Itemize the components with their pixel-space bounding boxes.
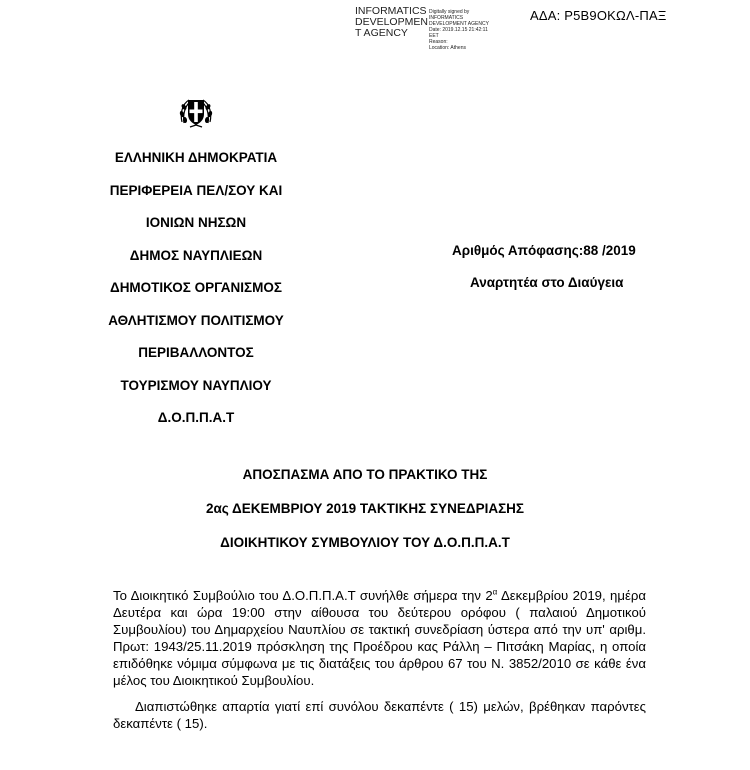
signature-detail-line: EET	[429, 33, 439, 39]
ada-code: ΑΔΑ: Ρ5Β9ΟΚΩΛ-ΠΑΞ	[530, 8, 667, 23]
title-line: 2ας ΔΕΚΕΜΒΡΙΟΥ 2019 ΤΑΚΤΙΚΗΣ ΣΥΝΕΔΡΙΑΣΗΣ	[205, 501, 525, 516]
signature-detail-line: Digitally signed by	[429, 9, 470, 15]
title-line: ΔΙΟΙΚΗΤΙΚΟΥ ΣΥΜΒΟΥΛΙΟΥ ΤΟΥ Δ.Ο.Π.Π.Α.Τ	[220, 535, 510, 550]
header-line: ΔΗΜΟΣ ΝΑΥΠΛΙΕΩΝ	[129, 247, 263, 263]
header-line: ΔΗΜΟΤΙΚΟΣ ΟΡΓΑΝΙΣΜΟΣ	[109, 280, 283, 295]
signature-signer	[355, 6, 427, 39]
body-paragraph: Διαπιστώθηκε απαρτία γιατί επί συνόλου δεκαπέντε ( 15) μελών, βρέθηκαν παρόντες δεκαπέντε ( 15).	[113, 699, 646, 731]
signer-line: INFORMATICS	[355, 5, 427, 17]
issuer-header	[100, 142, 292, 435]
signature-detail-line: DEVELOPMENT AGENCY	[429, 21, 489, 27]
header-line: ΠΕΡΙΒΑΛΛΟΝΤΟΣ	[138, 345, 254, 360]
document-body	[113, 587, 646, 732]
header-line: ΑΘΛΗΤΙΣΜΟΥ ΠΟΛΙΤΙΣΜΟΥ	[108, 312, 284, 328]
posting-note: Αναρτητέα στο Διαύγεια	[470, 275, 624, 290]
header-line: ΤΟΥΡΙΣΜΟΥ ΝΑΥΠΛΙΟΥ	[120, 377, 272, 393]
signer-line: DEVELOPMEN	[355, 16, 428, 28]
header-line: ΕΛΛΗΝΙΚΗ ΔΗΜΟΚΡΑΤΙΑ	[114, 150, 278, 165]
greek-coat-of-arms-icon	[176, 92, 216, 132]
signature-detail-line: Date: 2019.12.15 21:42:11	[429, 27, 488, 33]
title-line: ΑΠΟΣΠΑΣΜΑ ΑΠΟ ΤΟ ΠΡΑΚΤΙΚΟ ΤΗΣ	[242, 467, 488, 482]
signer-line: T AGENCY	[355, 27, 408, 39]
signature-detail-line: INFORMATICS	[429, 15, 464, 21]
signature-detail-line: Reason:	[429, 39, 448, 45]
body-paragraph: Το Διοικητικό Συμβούλιο του Δ.Ο.Π.Π.Α.Τ συνήλθε σήμερα την $2^\alpha$ Δεκεμβρίου 2019, ημέρα Δευτέρα και ώρα 19:00 στην αίθουσα του δεύτερου ορόφου ( παλαιού Δημοτικού Συμβουλίου) του Δημαρχείου Ναυπλίου σε τακτική συνεδρίαση ύστερα από την υπ' αριθμ. Πρωτ: 1943/25.11.2019 πρόσκληση της Προέδρου κας Ράλλη – Πιτσάκη Μαρίας, η οποία επιδόθηκε νόμιμα σύμφωνα με τις διατάξεις του άρθρου 67 του Ν. 3852/2010 σε κάθε ένα μέλος του Διοικητικού Συμβουλίου.	[113, 587, 646, 688]
document-title	[150, 458, 580, 560]
header-line: Δ.Ο.Π.Π.Α.Τ	[157, 410, 235, 425]
header-line: ΠΕΡΙΦΕΡΕΙΑ ΠΕΛ/ΣΟΥ ΚΑΙ	[109, 182, 283, 198]
decision-number: Αριθμός Απόφασης:88 /2019	[452, 243, 636, 258]
signature-detail-line: Location: Athens	[429, 45, 466, 51]
header-line: ΙΟΝΙΩΝ ΝΗΣΩΝ	[145, 215, 247, 230]
